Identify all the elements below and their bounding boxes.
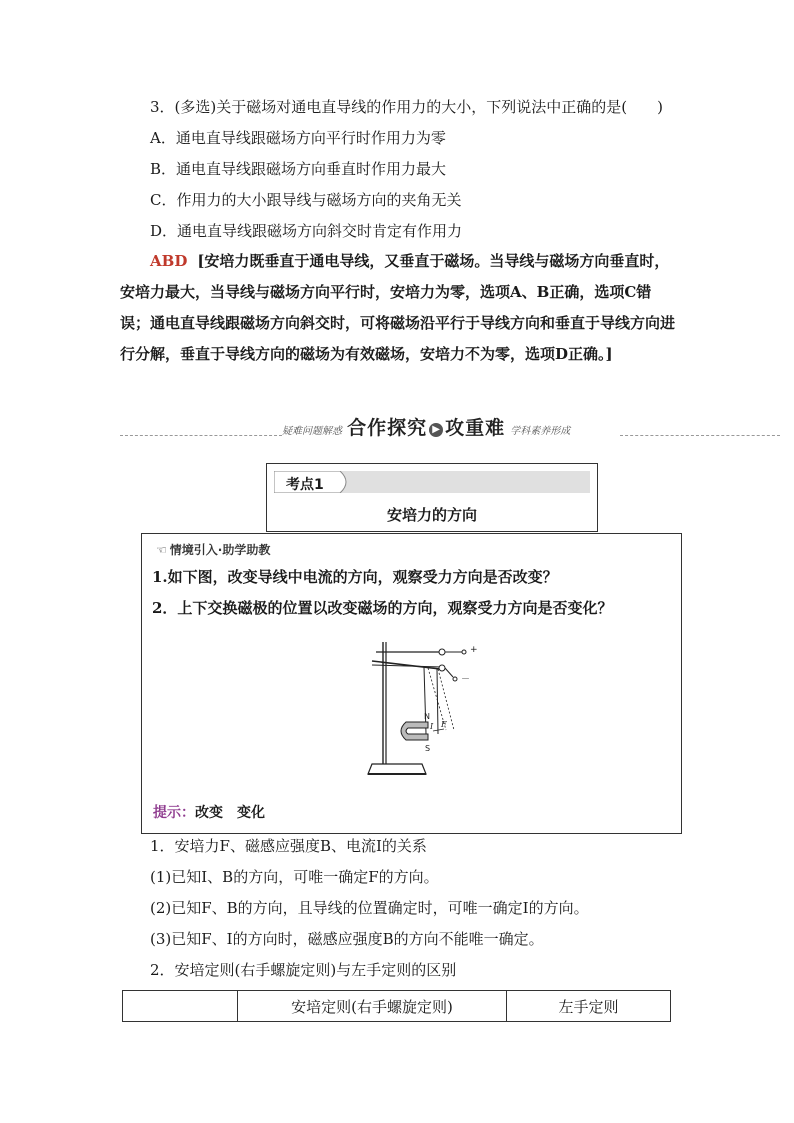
option-a: A．通电直导线跟磁场方向平行时作用力为零 xyxy=(150,129,446,147)
magnet-south: S xyxy=(425,744,431,753)
body-point-2: (2)已知F、B的方向，且导线的位置确定时，可唯一确定I的方向。 xyxy=(150,899,589,917)
answer-explanation xyxy=(120,246,676,370)
hint-line xyxy=(153,802,265,822)
table-header-ampere-rule: 安培定则(右手螺旋定则) xyxy=(238,991,507,1022)
experiment-figure xyxy=(362,634,487,784)
hint-label: 提示： xyxy=(153,805,195,821)
banner-rule-right xyxy=(620,435,780,436)
comparison-table xyxy=(122,990,671,1022)
table-row xyxy=(123,991,671,1022)
body-heading-2: 2．安培定则(右手螺旋定则)与左手定则的区别 xyxy=(150,961,457,979)
pivot-top xyxy=(439,649,445,655)
body-point-1: (1)已知I、B的方向，可唯一确定F的方向。 xyxy=(150,868,439,886)
force-arrow xyxy=(433,729,444,731)
question-stem: 3．(多选)关于磁场对通电直导线的作用力的大小，下列说法中正确的是( ) xyxy=(150,98,663,116)
magnet-north: N xyxy=(424,712,430,721)
kaodian-tag: 考点1 xyxy=(286,477,324,493)
body-heading-1: 1．安培力F、磁感应强度B、电流I的关系 xyxy=(150,837,427,855)
kaodian-title: 安培力的方向 xyxy=(386,506,477,524)
lightbulb-icon: ☜ xyxy=(156,543,167,557)
banner-main-left: 合作探究 xyxy=(347,417,428,439)
stand-base xyxy=(368,764,426,774)
answer-key: ABD xyxy=(150,252,188,270)
section-banner xyxy=(282,413,622,440)
terminal-plus: + xyxy=(470,645,478,655)
banner-rule-left xyxy=(120,435,282,436)
arrow-right-icon: ▶ xyxy=(429,423,443,437)
terminal-minus: － xyxy=(461,675,471,685)
context-label-text: 情境引入·助学助教 xyxy=(169,543,271,557)
context-q2: 2．上下交换磁极的位置以改变磁场的方向，观察受力方向是否变化？ xyxy=(152,599,613,617)
kaodian-header xyxy=(274,471,590,493)
table-header-blank xyxy=(123,991,238,1022)
kaodian-box xyxy=(266,463,598,532)
horseshoe-magnet xyxy=(401,722,428,740)
context-label xyxy=(156,541,270,558)
body-point-3: (3)已知F、I的方向时，磁感应强度B的方向不能唯一确定。 xyxy=(150,930,544,948)
option-d: D．通电直导线跟磁场方向斜交时肯定有作用力 xyxy=(150,222,463,240)
banner-post: 学科素养形成 xyxy=(510,426,571,437)
table-header-left-hand-rule: 左手定则 xyxy=(507,991,671,1022)
banner-pre: 疑难问题解惑 xyxy=(282,426,342,437)
banner-main-right: 攻重难 xyxy=(445,417,506,439)
option-c: C．作用力的大小跟导线与磁场方向的夹角无关 xyxy=(150,191,462,209)
current-label: I xyxy=(430,722,434,731)
explanation-text: [安培力既垂直于通电导线，又垂直于磁场。当导线与磁场方向垂直时，安培力最大，当导线与磁场方向平行时，安培力为零，选项A、B正确，选项C错误；通电直导线跟磁场方向斜交时，可将磁场沿平行于导线方向和垂直于导线方向进行分解，垂直于导线方向的磁场为有效磁场，安培力不为零，选项D正确。] xyxy=(120,252,676,363)
pivot-bottom xyxy=(439,665,445,671)
context-q1: 1.如下图，改变导线中电流的方向，观察受力方向是否改变？ xyxy=(152,568,558,586)
hint-text: 改变 变化 xyxy=(195,805,265,821)
context-box xyxy=(141,533,682,834)
option-b: B．通电直导线跟磁场方向垂直时作用力最大 xyxy=(150,160,447,178)
force-label: F xyxy=(441,720,447,729)
